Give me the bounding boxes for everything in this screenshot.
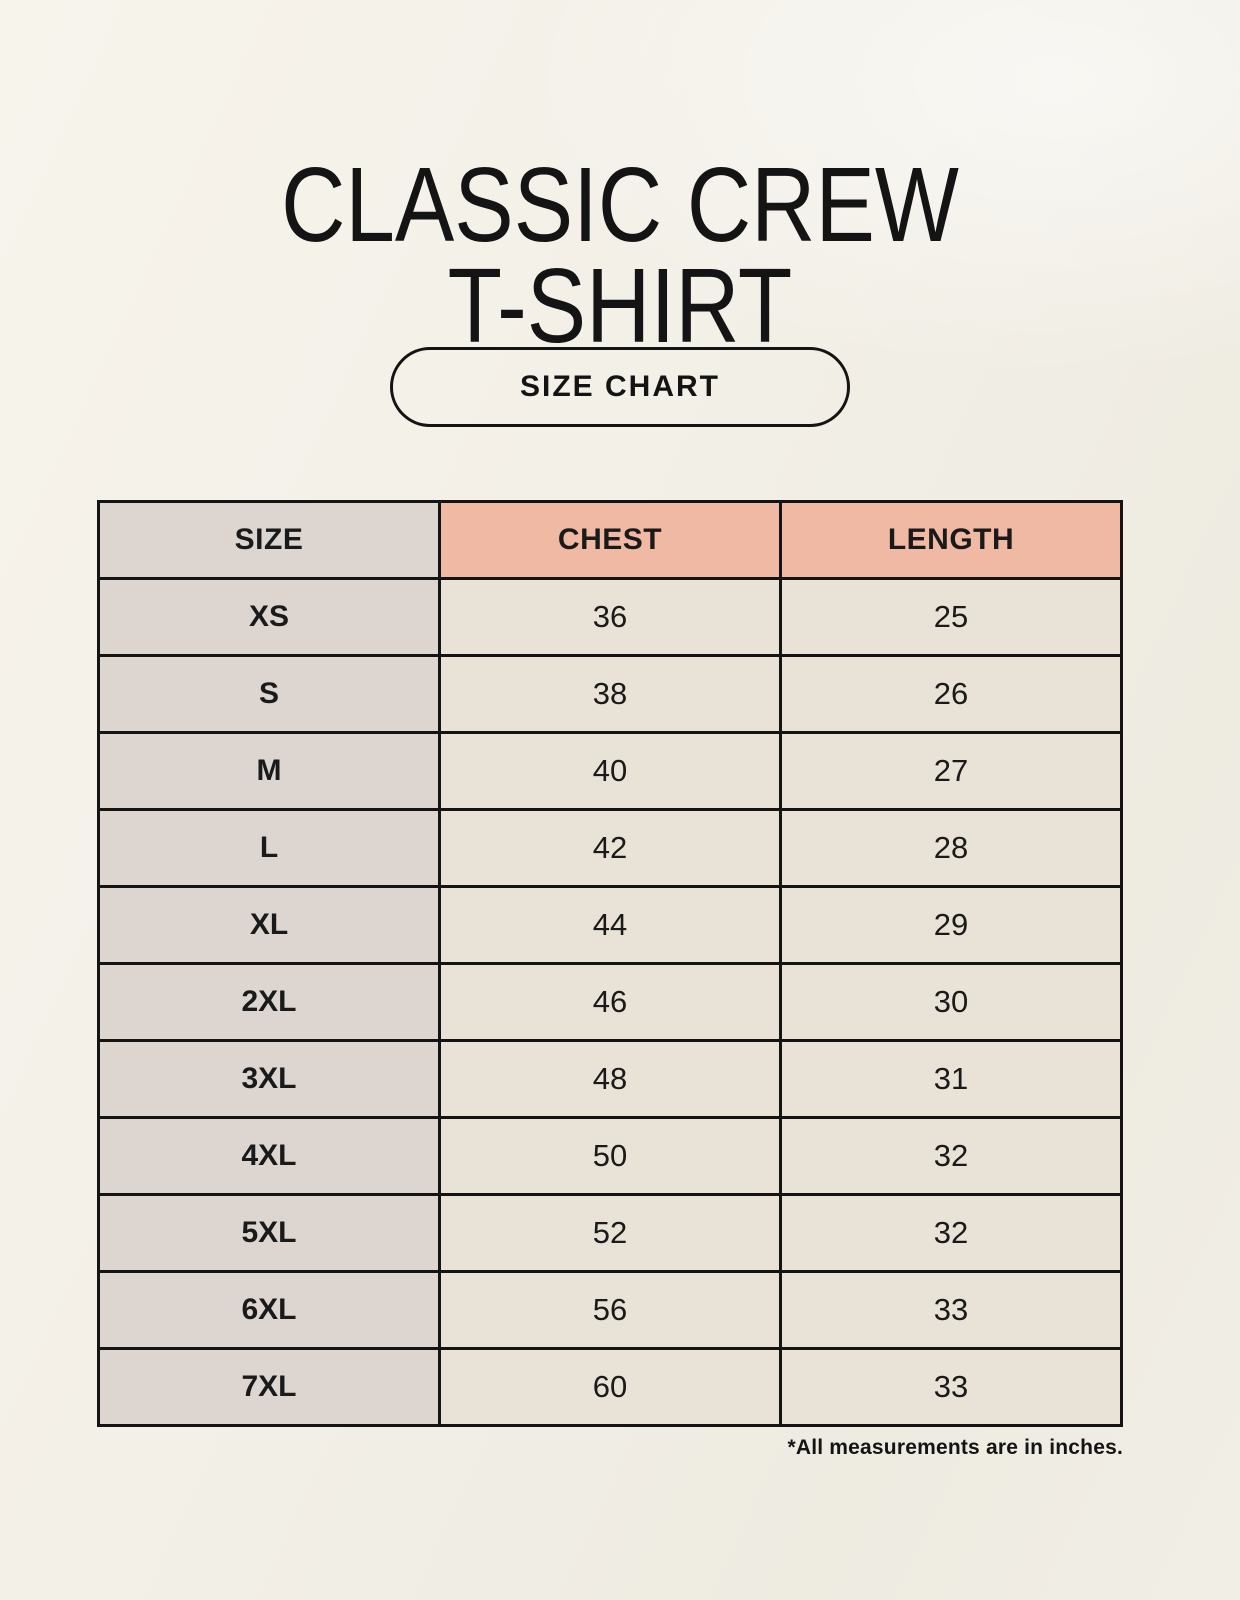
table-row — [99, 733, 1122, 810]
table-row — [99, 810, 1122, 887]
chest-value-cell: 44 — [440, 887, 781, 964]
chest-value-cell: 38 — [440, 656, 781, 733]
length-value-cell: 29 — [781, 887, 1122, 964]
size-table-header — [99, 502, 1122, 579]
chest-value-cell: 40 — [440, 733, 781, 810]
table-row — [99, 1118, 1122, 1195]
size-label-cell: 6XL — [99, 1272, 440, 1349]
size-label-cell: S — [99, 656, 440, 733]
table-row — [99, 1349, 1122, 1426]
length-value-cell: 25 — [781, 579, 1122, 656]
page-title-line1: CLASSIC CREW — [281, 146, 959, 265]
length-value-cell: 28 — [781, 810, 1122, 887]
chest-value-cell: 46 — [440, 964, 781, 1041]
table-row — [99, 579, 1122, 656]
length-value-cell: 33 — [781, 1349, 1122, 1426]
column-header-length: LENGTH — [781, 502, 1122, 579]
size-label-cell: 2XL — [99, 964, 440, 1041]
length-value-cell: 30 — [781, 964, 1122, 1041]
size-label-cell: 5XL — [99, 1195, 440, 1272]
size-chart-badge — [390, 347, 850, 427]
chest-value-cell: 56 — [440, 1272, 781, 1349]
column-header-size: SIZE — [99, 502, 440, 579]
chest-value-cell: 36 — [440, 579, 781, 656]
table-row — [99, 887, 1122, 964]
size-label-cell: 4XL — [99, 1118, 440, 1195]
length-value-cell: 33 — [781, 1272, 1122, 1349]
chest-value-cell: 60 — [440, 1349, 781, 1426]
length-value-cell: 32 — [781, 1118, 1122, 1195]
chest-value-cell: 50 — [440, 1118, 781, 1195]
table-row — [99, 1041, 1122, 1118]
size-label-cell: 3XL — [99, 1041, 440, 1118]
length-value-cell: 32 — [781, 1195, 1122, 1272]
table-row — [99, 1195, 1122, 1272]
chest-value-cell: 42 — [440, 810, 781, 887]
page-title-line2: T-SHIRT — [447, 246, 793, 365]
table-row — [99, 1272, 1122, 1349]
size-label-cell: 7XL — [99, 1349, 440, 1426]
size-table-body — [99, 579, 1122, 1426]
measurements-footnote: *All measurements are in inches. — [787, 1436, 1123, 1459]
header-row — [99, 502, 1122, 579]
page-title — [99, 146, 1141, 365]
table-row — [99, 656, 1122, 733]
length-value-cell: 26 — [781, 656, 1122, 733]
size-table — [97, 500, 1123, 1427]
size-table-container — [97, 500, 1123, 1427]
size-label-cell: M — [99, 733, 440, 810]
chest-value-cell: 48 — [440, 1041, 781, 1118]
size-label-cell: XL — [99, 887, 440, 964]
size-chart-badge-label: SIZE CHART — [520, 370, 720, 403]
length-value-cell: 27 — [781, 733, 1122, 810]
column-header-chest: CHEST — [440, 502, 781, 579]
chest-value-cell: 52 — [440, 1195, 781, 1272]
table-row — [99, 964, 1122, 1041]
size-label-cell: XS — [99, 579, 440, 656]
size-label-cell: L — [99, 810, 440, 887]
length-value-cell: 31 — [781, 1041, 1122, 1118]
